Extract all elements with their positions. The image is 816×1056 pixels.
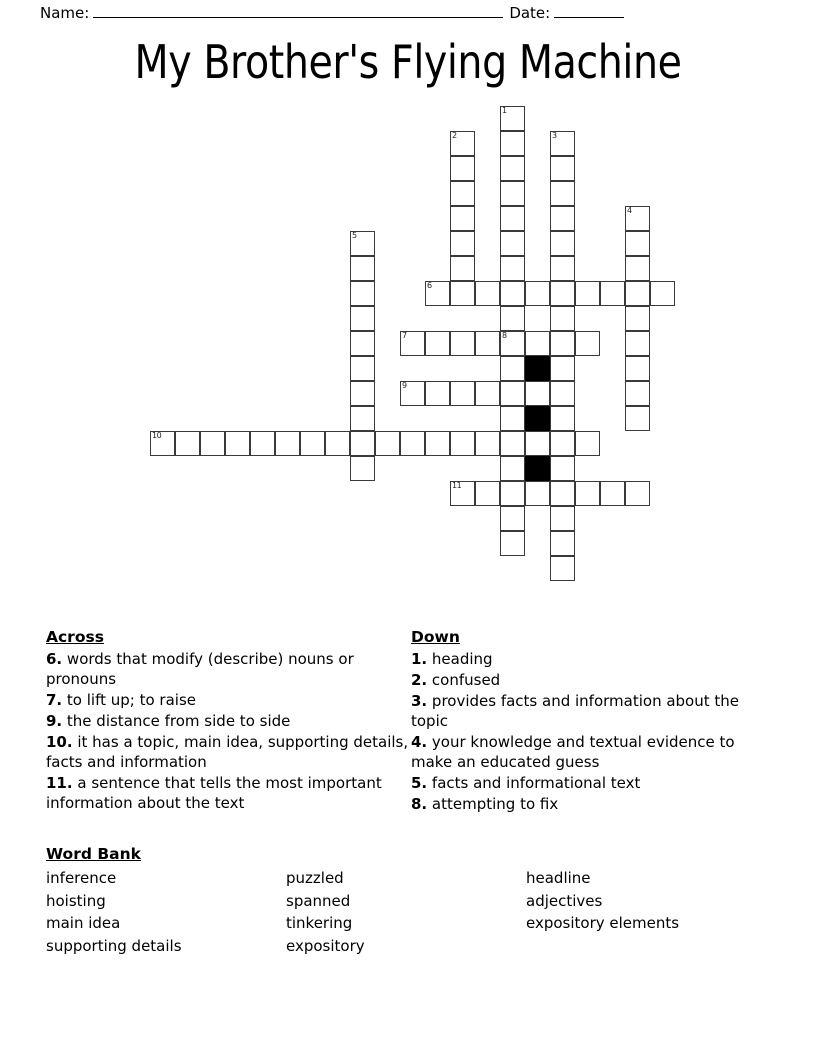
grid-cell[interactable] <box>500 381 525 406</box>
grid-cell[interactable] <box>625 481 650 506</box>
grid-cell[interactable] <box>450 481 475 506</box>
grid-cell[interactable] <box>350 256 375 281</box>
word-bank-column-2 <box>286 867 526 957</box>
grid-cell[interactable] <box>550 206 575 231</box>
clue-number: 4. <box>411 733 428 751</box>
grid-cell[interactable] <box>625 231 650 256</box>
grid-cell[interactable] <box>500 331 525 356</box>
grid-cell[interactable] <box>500 206 525 231</box>
clue-across-7 <box>46 690 411 710</box>
grid-cell[interactable] <box>575 281 600 306</box>
word-bank-item: inference <box>46 869 117 887</box>
grid-cell[interactable] <box>350 381 375 406</box>
word-bank-item: expository elements <box>526 914 680 932</box>
clue-number: 3. <box>411 692 428 710</box>
grid-cell-blocked <box>525 356 550 381</box>
grid-cell-number: 4 <box>627 206 632 215</box>
clue-down-1 <box>411 649 751 669</box>
grid-cell[interactable] <box>225 431 250 456</box>
clue-across-9 <box>46 711 411 731</box>
grid-cell[interactable] <box>550 406 575 431</box>
page-title: My Brother's Flying Machine <box>134 35 682 89</box>
grid-cell[interactable] <box>500 531 525 556</box>
grid-cell[interactable] <box>450 131 475 156</box>
clue-text: a sentence that tells the most important information about the text <box>46 774 382 812</box>
clue-text: words that modify (describe) nouns or pronouns <box>46 650 354 688</box>
grid-cell[interactable] <box>550 156 575 181</box>
grid-cell-number: 2 <box>452 131 457 140</box>
grid-cell[interactable] <box>500 356 525 381</box>
grid-cell[interactable] <box>650 281 675 306</box>
grid-cell[interactable] <box>575 431 600 456</box>
grid-cell[interactable] <box>550 331 575 356</box>
grid-cell[interactable] <box>625 331 650 356</box>
grid-cell[interactable] <box>550 256 575 281</box>
clue-number: 5. <box>411 774 428 792</box>
grid-cell[interactable] <box>475 481 500 506</box>
clue-text: provides facts and information about the topic <box>411 692 740 730</box>
grid-cell[interactable] <box>425 431 450 456</box>
word-bank-item: spanned <box>286 891 351 910</box>
word-bank-item: main idea <box>46 914 121 932</box>
word-bank-item: supporting details <box>46 936 182 955</box>
grid-cell[interactable] <box>300 431 325 456</box>
grid-cell[interactable] <box>500 231 525 256</box>
grid-cell[interactable] <box>350 281 375 306</box>
word-bank-item: headline <box>526 869 591 887</box>
grid-cell-number: 9 <box>402 381 407 390</box>
grid-cell[interactable] <box>500 506 525 531</box>
clue-text: your knowledge and textual evidence to make an educated guess <box>411 733 735 771</box>
grid-cell[interactable] <box>475 281 500 306</box>
grid-cell[interactable] <box>500 281 525 306</box>
grid-cell[interactable] <box>525 331 550 356</box>
grid-cell-number: 6 <box>427 281 432 290</box>
name-label: Name: <box>40 4 90 22</box>
grid-cell[interactable] <box>550 506 575 531</box>
grid-cell[interactable] <box>550 381 575 406</box>
word-bank-item: puzzled <box>286 869 344 887</box>
grid-cell[interactable] <box>625 281 650 306</box>
grid-cell[interactable] <box>550 131 575 156</box>
clue-text: heading <box>431 650 493 668</box>
word-bank-heading: Word Bank <box>46 845 141 863</box>
grid-cell[interactable] <box>425 281 450 306</box>
grid-cell[interactable] <box>600 481 625 506</box>
date-label: Date: <box>509 4 551 22</box>
grid-cell-number: 7 <box>402 331 407 340</box>
grid-cell[interactable] <box>350 231 375 256</box>
grid-cell[interactable] <box>475 431 500 456</box>
grid-cell[interactable] <box>450 331 475 356</box>
clue-number: 2. <box>411 671 428 689</box>
grid-cell[interactable] <box>550 231 575 256</box>
grid-cell[interactable] <box>550 431 575 456</box>
grid-cell[interactable] <box>400 331 425 356</box>
grid-cell[interactable] <box>475 381 500 406</box>
grid-cell[interactable] <box>450 381 475 406</box>
grid-cell[interactable] <box>525 281 550 306</box>
grid-cell[interactable] <box>350 306 375 331</box>
grid-cell[interactable] <box>550 306 575 331</box>
grid-cell[interactable] <box>625 356 650 381</box>
grid-cell-number: 1 <box>502 106 507 115</box>
grid-cell[interactable] <box>325 431 350 456</box>
grid-cell[interactable] <box>450 206 475 231</box>
grid-cell[interactable] <box>475 331 500 356</box>
across-clues-column <box>46 628 411 815</box>
grid-cell[interactable] <box>550 481 575 506</box>
grid-cell[interactable] <box>450 231 475 256</box>
clue-across-11 <box>46 773 411 813</box>
grid-cell[interactable] <box>550 281 575 306</box>
grid-cell[interactable] <box>525 481 550 506</box>
grid-cell[interactable] <box>500 431 525 456</box>
grid-cell[interactable] <box>450 256 475 281</box>
grid-cell[interactable] <box>200 431 225 456</box>
grid-cell-number: 11 <box>452 481 462 490</box>
clue-text: the distance from side to side <box>66 712 291 730</box>
word-bank-section <box>46 845 776 957</box>
grid-cell[interactable] <box>425 381 450 406</box>
grid-cell[interactable] <box>500 131 525 156</box>
grid-cell[interactable] <box>550 531 575 556</box>
grid-cell[interactable] <box>500 256 525 281</box>
clue-text: to lift up; to raise <box>66 691 196 709</box>
grid-cell[interactable] <box>350 356 375 381</box>
grid-cell[interactable] <box>550 456 575 481</box>
clue-number: 9. <box>46 712 63 730</box>
grid-cell[interactable] <box>175 431 200 456</box>
grid-cell[interactable] <box>275 431 300 456</box>
grid-cell[interactable] <box>550 556 575 581</box>
grid-cell[interactable] <box>625 256 650 281</box>
down-clues-column <box>411 628 751 815</box>
grid-cell[interactable] <box>500 306 525 331</box>
word-bank-column-1 <box>46 867 286 957</box>
grid-cell[interactable] <box>450 431 475 456</box>
clue-down-5 <box>411 773 751 793</box>
grid-cell[interactable] <box>400 431 425 456</box>
clue-down-3 <box>411 691 751 731</box>
grid-cell[interactable] <box>350 431 375 456</box>
clue-down-4 <box>411 732 751 772</box>
clue-number: 1. <box>411 650 428 668</box>
grid-cell-number: 8 <box>502 331 507 340</box>
word-bank-item: tinkering <box>286 914 353 932</box>
down-heading: Down <box>411 628 460 646</box>
grid-cell[interactable] <box>550 356 575 381</box>
grid-cell[interactable] <box>500 106 525 131</box>
clue-across-10 <box>46 732 411 772</box>
grid-cell[interactable] <box>350 456 375 481</box>
grid-cell[interactable] <box>550 181 575 206</box>
grid-cell[interactable] <box>525 431 550 456</box>
word-bank-column-3 <box>526 867 766 957</box>
clue-number: 11. <box>46 774 73 792</box>
grid-cell[interactable] <box>500 481 525 506</box>
clue-text: attempting to fix <box>431 795 559 813</box>
word-bank-columns <box>46 867 776 957</box>
grid-cell[interactable] <box>575 481 600 506</box>
grid-cell-blocked <box>525 456 550 481</box>
grid-cell[interactable] <box>625 381 650 406</box>
clue-text: facts and informational text <box>431 774 641 792</box>
grid-cell[interactable] <box>625 306 650 331</box>
word-bank-item: adjectives <box>526 891 603 910</box>
across-heading: Across <box>46 628 104 646</box>
grid-cell[interactable] <box>425 331 450 356</box>
grid-cell-blocked <box>525 406 550 431</box>
clue-across-6 <box>46 649 411 689</box>
grid-cell-number: 10 <box>152 431 162 440</box>
grid-cell[interactable] <box>350 406 375 431</box>
grid-cell[interactable] <box>500 156 525 181</box>
grid-cell[interactable] <box>450 281 475 306</box>
clue-number: 10. <box>46 733 73 751</box>
grid-cell[interactable] <box>500 456 525 481</box>
grid-cell[interactable] <box>450 181 475 206</box>
clue-down-8 <box>411 794 751 814</box>
clue-text: confused <box>431 671 501 689</box>
grid-cell[interactable] <box>600 281 625 306</box>
grid-cell[interactable] <box>500 181 525 206</box>
grid-cell[interactable] <box>525 381 550 406</box>
clue-text: it has a topic, main idea, supporting details, facts and information <box>46 733 409 771</box>
grid-cell[interactable] <box>250 431 275 456</box>
grid-cell[interactable] <box>350 331 375 356</box>
clue-number: 7. <box>46 691 63 709</box>
word-bank-item: hoisting <box>46 891 106 910</box>
grid-cell[interactable] <box>375 431 400 456</box>
clue-down-2 <box>411 670 751 690</box>
grid-cell[interactable] <box>625 206 650 231</box>
grid-cell[interactable] <box>625 406 650 431</box>
grid-cell-number: 5 <box>352 231 357 240</box>
grid-cell[interactable] <box>150 431 175 456</box>
grid-cell[interactable] <box>500 406 525 431</box>
clues-section <box>46 628 776 815</box>
grid-cell[interactable] <box>400 381 425 406</box>
clue-number: 8. <box>411 795 428 813</box>
word-bank-item: expository <box>286 936 365 955</box>
clue-number: 6. <box>46 650 63 668</box>
grid-cell[interactable] <box>450 156 475 181</box>
grid-cell[interactable] <box>575 331 600 356</box>
grid-cell-number: 3 <box>552 131 557 140</box>
